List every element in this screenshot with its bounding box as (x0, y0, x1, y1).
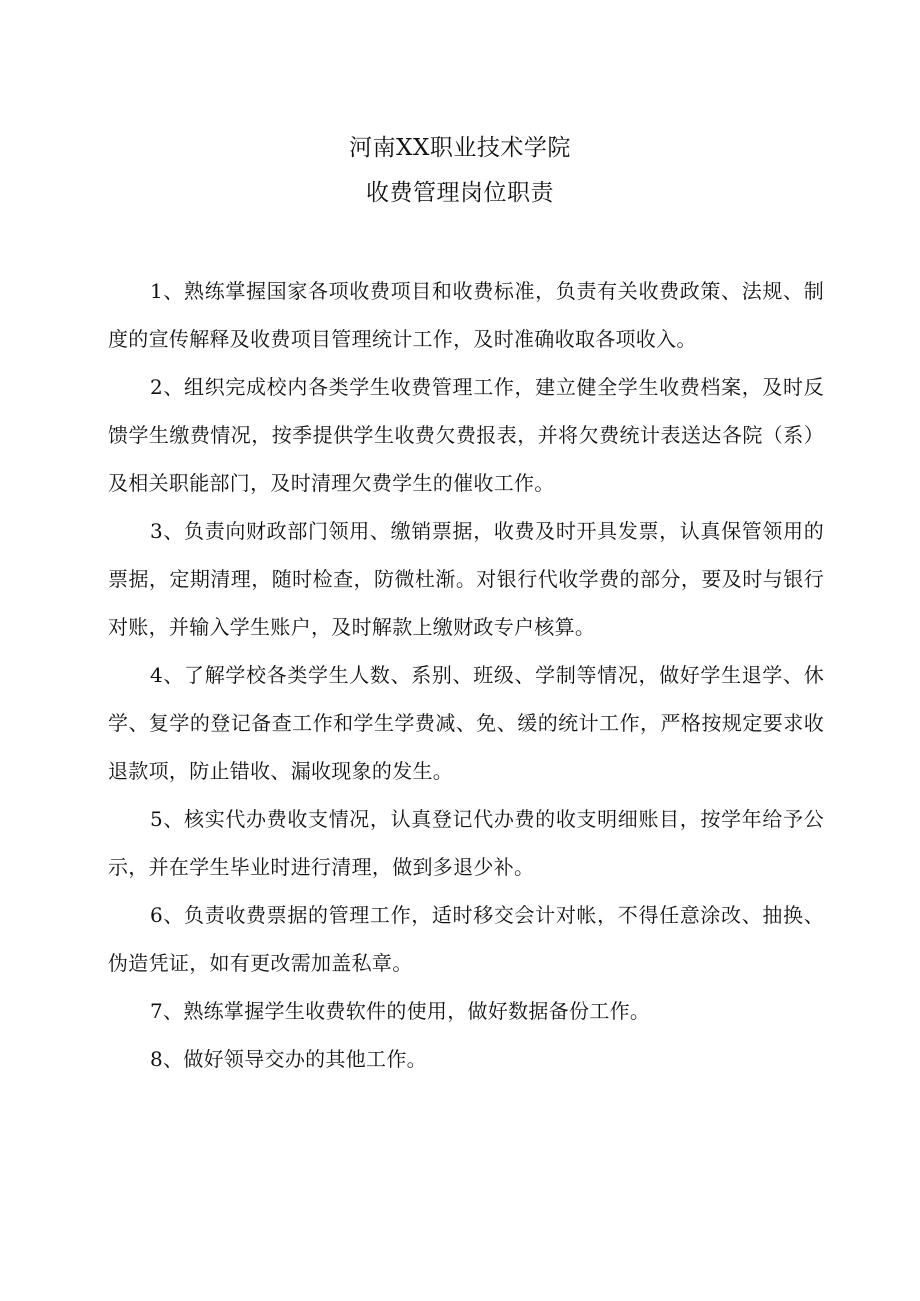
paragraph-4: 4、了解学校各类学生人数、系别、班级、学制等情况，做好学生退学、休学、复学的登记备查工作和学生学费减、免、缓的统计工作，严格按规定要求收退款项，防止错收、漏收现象的发生。 (108, 663, 824, 783)
paragraph-2: 2、组织完成校内各类学生收费管理工作，建立健全学生收费档案，及时反馈学生缴费情况，按季提供学生收费欠费报表，并将欠费统计表送达各院（系）及相关职能部门，及时清理欠费学生的催收工作。 (108, 375, 824, 495)
document-body (108, 267, 824, 1083)
paragraph-6: 6、负责收费票据的管理工作，适时移交会计对帐，不得任意涂改、抽换、伪造凭证，如有更改需加盖私章。 (108, 903, 824, 975)
document-title: 河南XX职业技术学院 (349, 135, 571, 161)
document-subtitle: 收费管理岗位职责 (366, 180, 554, 206)
paragraph-5: 5、核实代办费收支情况，认真登记代办费的收支明细账目，按学年给予公示，并在学生毕业时进行清理，做到多退少补。 (108, 807, 824, 879)
paragraph-7: 7、熟练掌握学生收费软件的使用，做好数据备份工作。 (150, 999, 651, 1023)
paragraph-1: 1、熟练掌握国家各项收费项目和收费标准，负责有关收费政策、法规、制度的宣传解释及收费项目管理统计工作，及时准确收取各项收入。 (108, 279, 824, 351)
paragraph-8: 8、做好领导交办的其他工作。 (150, 1047, 427, 1071)
title-block (0, 126, 920, 216)
paragraph-3: 3、负责向财政部门领用、缴销票据，收费及时开具发票，认真保管领用的票据，定期清理，随时检查，防微杜渐。对银行代收学费的部分，要及时与银行对账，并输入学生账户，及时解款上缴财政专户核算。 (108, 519, 824, 639)
